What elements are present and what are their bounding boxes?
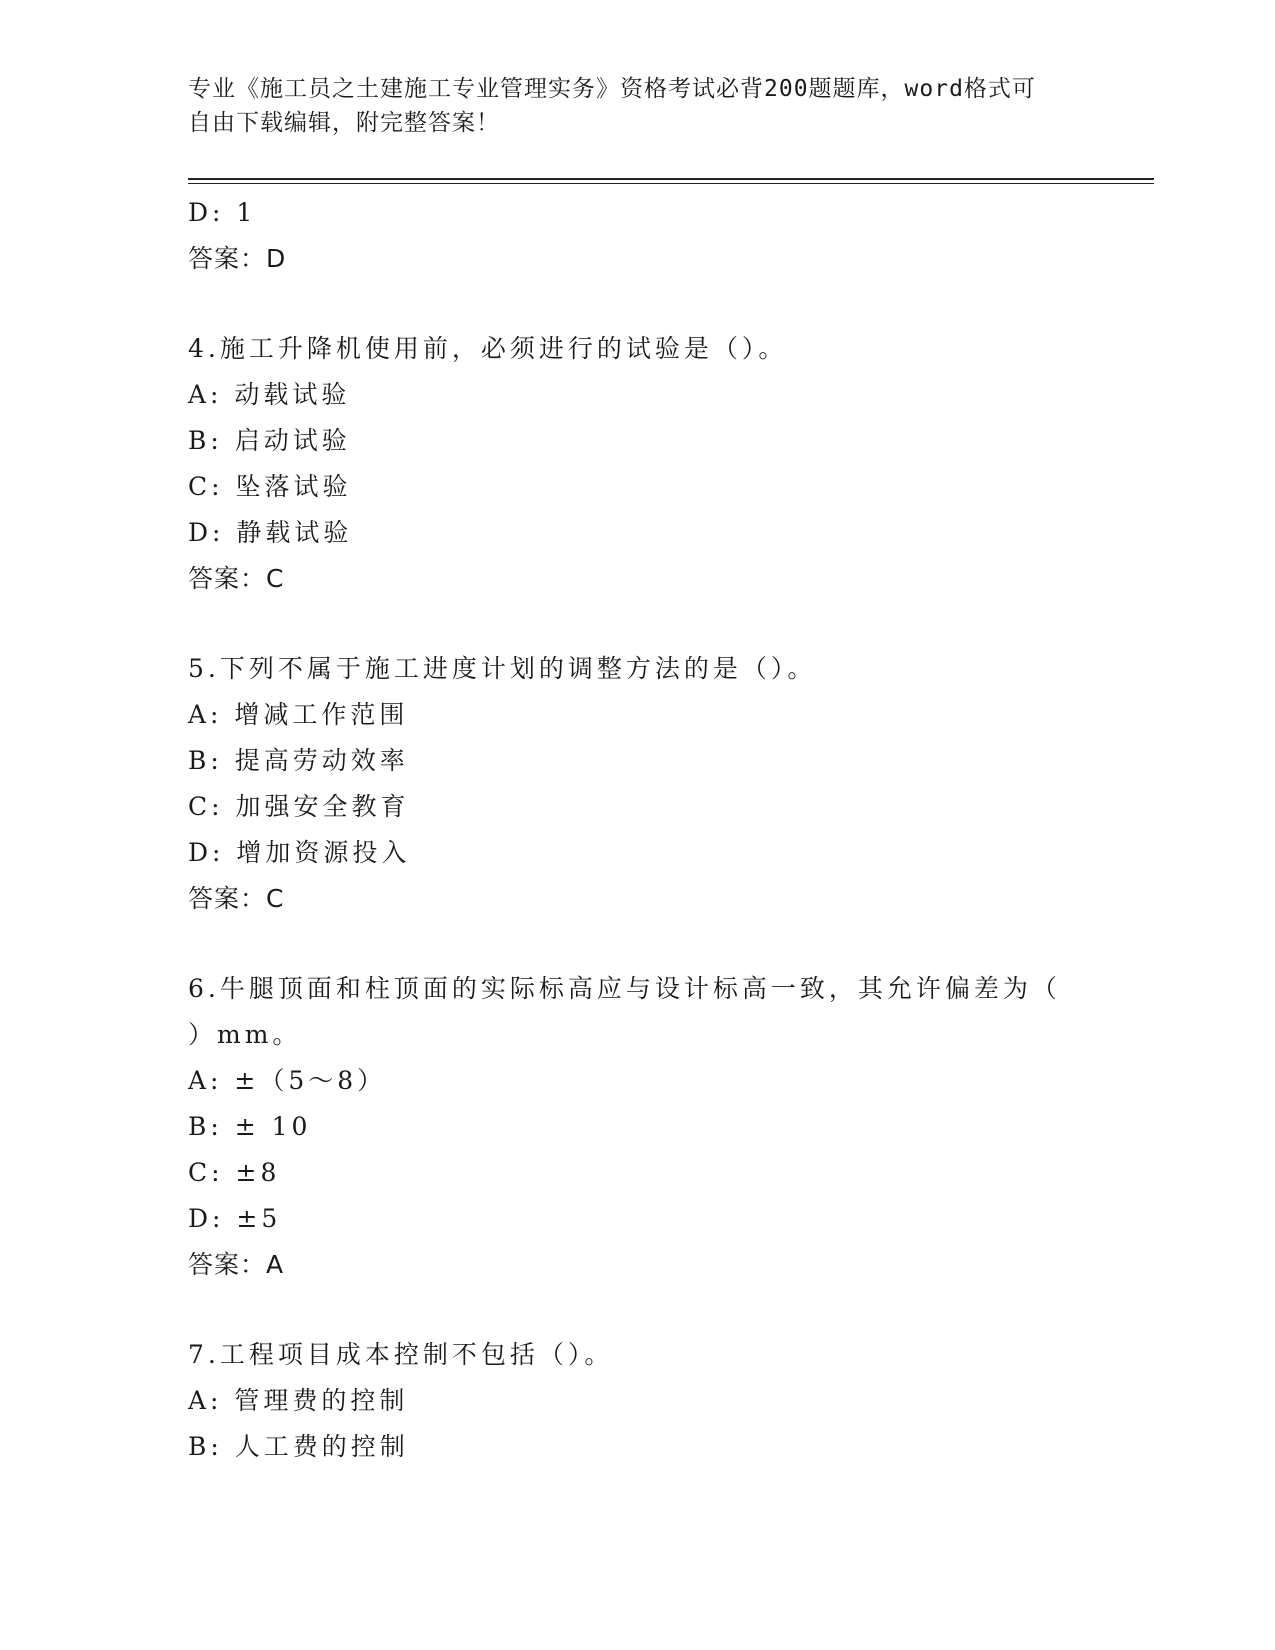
previous-question-tail bbox=[188, 190, 1088, 282]
option-a: A: 动载试验 bbox=[188, 380, 351, 409]
header-line-2: 自由下载编辑，附完整答案！ bbox=[188, 110, 500, 136]
header-line-1: 专业《施工员之土建施工专业管理实务》资格考试必背200题题库，word格式可 bbox=[188, 76, 1036, 102]
question-stem-line-1: 6.牛腿顶面和柱顶面的实际标高应与设计标高一致，其允许偏差为（ bbox=[188, 974, 1061, 1003]
answer-line: 答案：C bbox=[188, 564, 285, 593]
option-b: B: 提高劳动效率 bbox=[188, 746, 409, 775]
answer-line: 答案：A bbox=[188, 1250, 285, 1279]
option-d: D: 增加资源投入 bbox=[188, 838, 411, 867]
spacer bbox=[188, 922, 1088, 966]
option-a: A: ±（5～8） bbox=[188, 1066, 387, 1095]
spacer bbox=[188, 1288, 1088, 1332]
answer-line: 答案：C bbox=[188, 884, 285, 913]
option-c: C: ±8 bbox=[188, 1158, 281, 1187]
question-7 bbox=[188, 1332, 1088, 1470]
option-c: C: 加强安全教育 bbox=[188, 792, 410, 821]
header-divider-thin bbox=[188, 183, 1154, 184]
question-stem: 4.施工升降机使用前，必须进行的试验是（）。 bbox=[188, 334, 788, 363]
spacer bbox=[188, 602, 1088, 646]
document-header bbox=[188, 72, 1088, 140]
option-b: B: 启动试验 bbox=[188, 426, 351, 455]
option-b: B: ± 10 bbox=[188, 1112, 312, 1141]
option-a: A: 管理费的控制 bbox=[188, 1386, 409, 1415]
option-b: B: 人工费的控制 bbox=[188, 1432, 409, 1461]
question-5 bbox=[188, 646, 1088, 922]
answer-line: 答案：D bbox=[188, 244, 287, 273]
header-divider-thick bbox=[188, 178, 1154, 180]
question-4 bbox=[188, 326, 1088, 602]
question-stem: 5.下列不属于施工进度计划的调整方法的是（）。 bbox=[188, 654, 817, 683]
question-stem: 7.工程项目成本控制不包括（）。 bbox=[188, 1340, 614, 1369]
option-c: C: 坠落试验 bbox=[188, 472, 352, 501]
option-d: D: 静载试验 bbox=[188, 518, 353, 547]
question-6 bbox=[188, 966, 1088, 1288]
question-stem-line-2: ）mm。 bbox=[188, 1020, 302, 1049]
option-d: D: ±5 bbox=[188, 1204, 282, 1233]
spacer bbox=[188, 282, 1088, 326]
option-a: A: 增减工作范围 bbox=[188, 700, 409, 729]
document-body bbox=[188, 190, 1088, 1470]
option-d: D: 1 bbox=[188, 198, 257, 227]
